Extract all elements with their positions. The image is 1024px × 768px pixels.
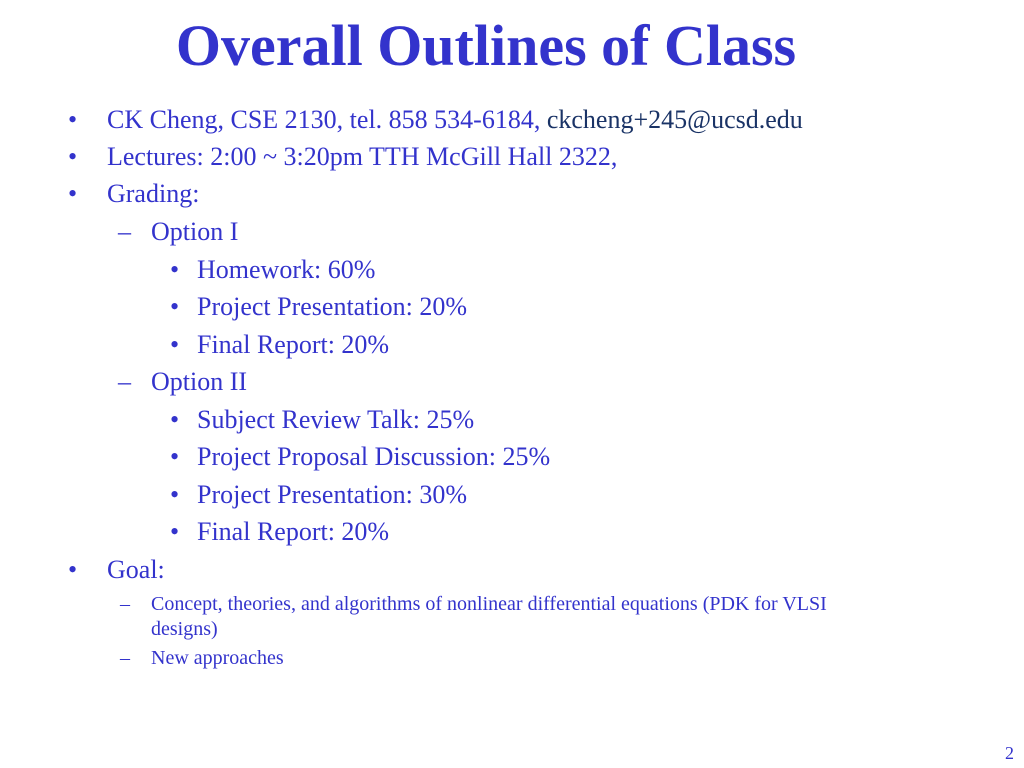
bullet-marker: • bbox=[170, 517, 180, 546]
goal-label: Goal: bbox=[107, 555, 165, 584]
contact-line bbox=[107, 105, 803, 135]
slide-title: Overall Outlines of Class bbox=[175, 13, 797, 78]
bullet-marker: • bbox=[68, 142, 78, 171]
option2-label: Option II bbox=[151, 367, 248, 396]
dash-marker: – bbox=[120, 647, 130, 669]
dash-marker: – bbox=[118, 217, 131, 246]
lectures-line: Lectures: 2:00 ~ 3:20pm TTH McGill Hall 2322, bbox=[107, 142, 618, 171]
bullet-marker: • bbox=[68, 555, 78, 584]
option2-item: Project Presentation: 30% bbox=[197, 480, 468, 509]
bullet-marker: • bbox=[170, 255, 180, 284]
slide-number: 2 bbox=[1005, 743, 1014, 763]
bullet-marker: • bbox=[68, 179, 78, 208]
contact-text: CK Cheng, CSE 2130, tel. 858 534-6184, bbox=[107, 105, 547, 134]
goal-item: Concept, theories, and algorithms of nonlinear differential equations (PDK for VLSI bbox=[151, 593, 827, 615]
bullet-marker: • bbox=[170, 480, 180, 509]
dash-marker: – bbox=[118, 367, 131, 396]
option1-item: Homework: 60% bbox=[197, 255, 376, 284]
goal-item: New approaches bbox=[151, 647, 284, 669]
option1-item: Final Report: 20% bbox=[197, 330, 390, 359]
option2-item: Final Report: 20% bbox=[197, 517, 390, 546]
goal-item-continued: designs) bbox=[151, 618, 218, 640]
dash-marker: – bbox=[120, 593, 130, 615]
email-link[interactable]: ckcheng+245@ucsd.edu bbox=[546, 105, 803, 134]
option2-item: Subject Review Talk: 25% bbox=[197, 405, 475, 434]
bullet-marker: • bbox=[170, 330, 180, 359]
bullet-marker: • bbox=[68, 105, 78, 134]
option1-item: Project Presentation: 20% bbox=[197, 292, 468, 321]
option2-item: Project Proposal Discussion: 25% bbox=[197, 442, 551, 471]
bullet-marker: • bbox=[170, 405, 180, 434]
option1-label: Option I bbox=[151, 217, 239, 246]
bullet-marker: • bbox=[170, 292, 180, 321]
grading-label: Grading: bbox=[107, 179, 200, 208]
bullet-marker: • bbox=[170, 442, 180, 471]
